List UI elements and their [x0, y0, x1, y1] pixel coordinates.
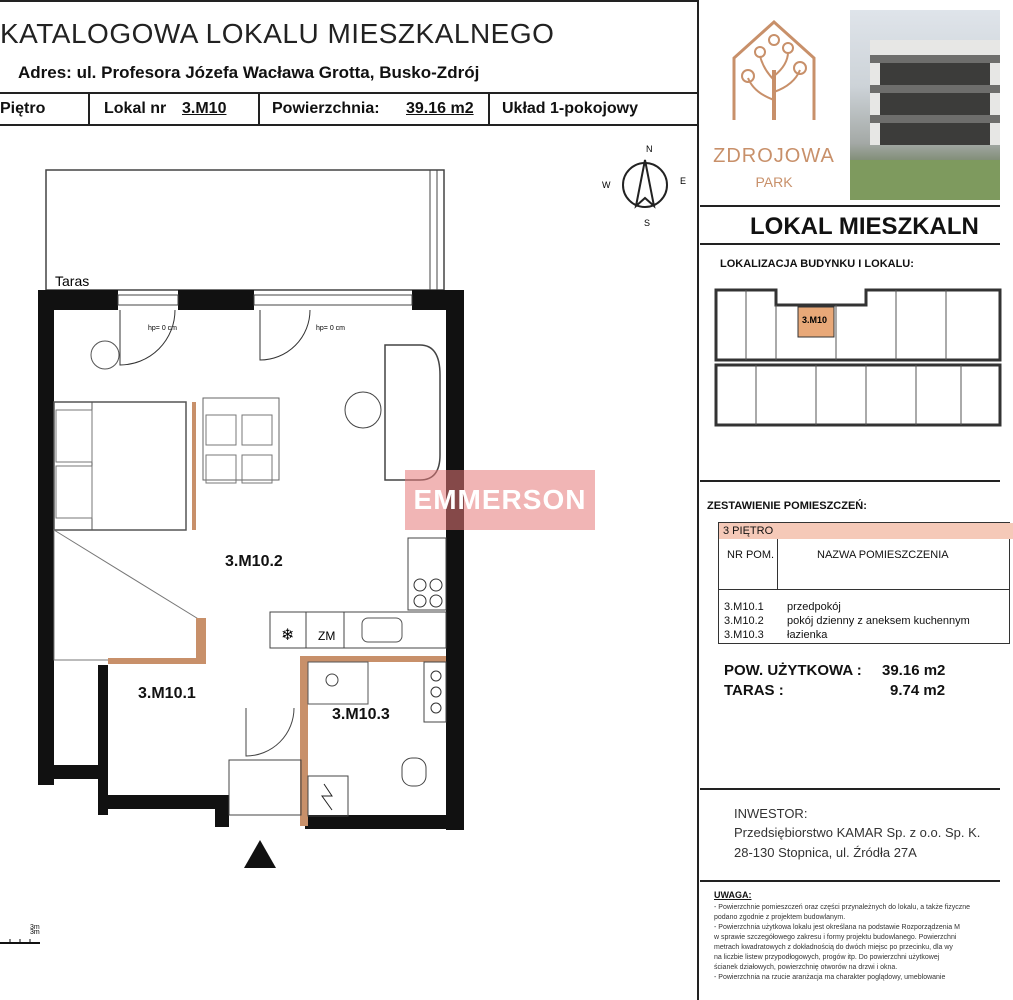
svg-text:W: W [602, 180, 611, 190]
usable-area-value: 39.16 m2 [882, 662, 946, 679]
brand-logo [700, 0, 848, 205]
page-divider [697, 0, 699, 1000]
svg-text:hp= 0 cm: hp= 0 cm [316, 325, 345, 332]
terrace-area-value: 9.74 m2 [890, 682, 946, 699]
investor-label: INWESTOR: [734, 806, 808, 821]
area-label: Powierzchnia: [272, 100, 380, 117]
investor-address: 28-130 Stopnica, ul. Źródła 27A [734, 845, 917, 860]
svg-text:N: N [646, 144, 653, 154]
page-title: KATALOGOWA LOKALU MIESZKALNEGO [0, 18, 555, 49]
info-row [0, 92, 697, 126]
scale-label: 3m [30, 924, 40, 931]
investor-name: Przedsiębiorstwo KAMAR Sp. z o.o. Sp. K. [734, 825, 981, 840]
notes-label: UWAGA: [714, 890, 752, 900]
room-name: pokój dzienny z aneksem kuchennym [787, 615, 970, 627]
address: Adres: ul. Profesora Józefa Wacława Grotta, Busko-Zdrój [18, 63, 480, 82]
unit-heading: LOKAL MIESZKALN [700, 205, 1000, 245]
fridge-icon: ❄ [281, 625, 295, 644]
rooms-heading: ZESTAWIENIE POMIESZCZEŃ: [707, 500, 867, 512]
scale-bar [0, 932, 50, 946]
building-photo [850, 10, 1000, 200]
unit-value: 3.M10 [182, 100, 227, 117]
area-value: 39.16 m2 [406, 100, 474, 117]
layout-type: Układ 1-pokojowy [502, 100, 639, 117]
location-label: LOKALIZACJA BUDYNKU I LOKALU: [720, 258, 914, 270]
room-bath: 3.M10.3 [332, 706, 390, 723]
room-name: łazienka [787, 629, 828, 641]
compass [600, 140, 690, 230]
svg-text:3.M10: 3.M10 [802, 315, 828, 325]
floor-band: 3 PIĘTRO [719, 523, 1013, 539]
col-name: NAZWA POMIESZCZENIA [817, 549, 949, 561]
brand-sub: PARK [755, 174, 793, 190]
room-living: 3.M10.2 [225, 553, 283, 570]
room-hall: 3.M10.1 [138, 685, 196, 702]
compass-icon [600, 140, 690, 230]
svg-text:E: E [680, 176, 687, 186]
room-nr: 3.M10.1 [724, 601, 764, 613]
floor-label: Piętro [0, 100, 46, 117]
terrace-area-label: TARAS : [724, 682, 784, 699]
tree-house-icon [700, 0, 848, 205]
room-nr: 3.M10.2 [724, 615, 764, 627]
building-location-plan [716, 285, 1000, 430]
svg-text:ZM: ZM [318, 629, 336, 643]
svg-text:3m: 3m [30, 929, 40, 936]
room-name: przedpokój [787, 601, 841, 613]
unit-label: Lokal nr [104, 100, 167, 117]
col-nr: NR POM. [727, 549, 775, 561]
rooms-table [718, 522, 1010, 644]
svg-text:hp= 0 cm: hp= 0 cm [148, 325, 177, 332]
watermark: EMMERSON [405, 470, 595, 530]
usable-area-label: POW. UŻYTKOWA : [724, 662, 862, 679]
room-nr: 3.M10.3 [724, 629, 764, 641]
brand-name: ZDROJOWA [713, 145, 835, 167]
svg-text:S: S [644, 218, 651, 228]
floor-plan [0, 160, 470, 936]
terrace-label: Taras [55, 273, 90, 289]
